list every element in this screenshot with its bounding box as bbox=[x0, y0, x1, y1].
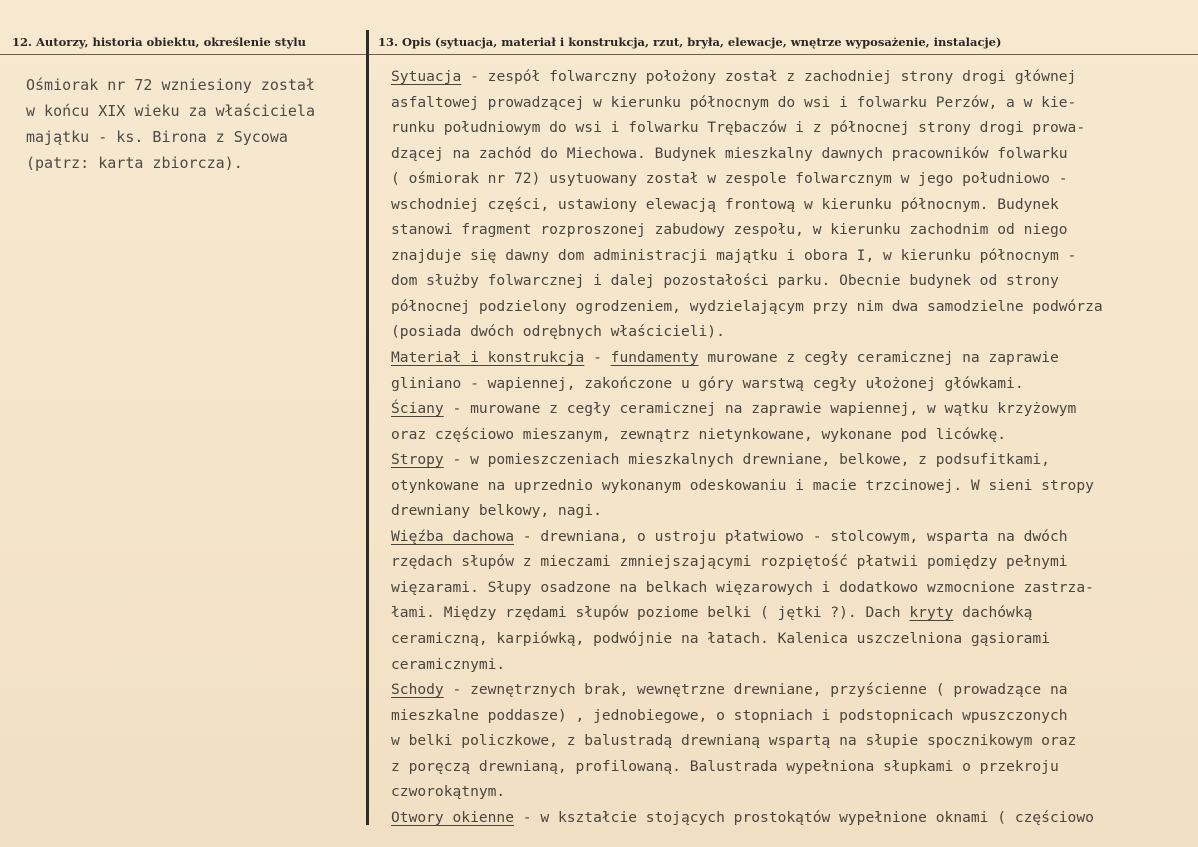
underlined-term: Więźba dachowa bbox=[391, 527, 515, 545]
line-text: ceramicznymi. bbox=[391, 655, 506, 673]
section-13-line bbox=[391, 754, 1198, 780]
section-12-line: Ośmiorak nr 72 wzniesiony został bbox=[26, 76, 315, 94]
line-text: wschodniej części, ustawiony elewacją frontową w kierunku północnym. Budynek bbox=[391, 195, 1059, 213]
line-text: runku południowym do wsi i folwarku Trębaczów i z północnej strony drogi prowa- bbox=[391, 119, 1086, 137]
section-13-line bbox=[391, 524, 1198, 550]
line-text: dzącej na zachód do Miechowa. Budynek mieszkalny dawnych pracowników folwarku bbox=[391, 144, 1068, 162]
section-12-line: (patrz: karta zbiorcza). bbox=[26, 154, 243, 172]
section-13-text bbox=[391, 64, 1198, 830]
line-text: - w kształcie stojących prostokątów wypełnione oknami ( częściowo bbox=[514, 808, 1094, 826]
section-13-line bbox=[391, 141, 1198, 167]
underlined-term: Materiał i konstrukcja bbox=[391, 349, 585, 367]
section-13-line bbox=[391, 192, 1198, 218]
section-13-heading: 13. Opis (sytuacja, materiał i konstrukcja, rzut, bryła, elewacje, wnętrze wyposażenie, instalacje) bbox=[378, 35, 1002, 49]
line-text: asfaltowej prowadzącej w kierunku północnym do wsi i folwarku Perzów, a w kie- bbox=[391, 93, 1077, 111]
section-12-line: w końcu XIX wieku za właściciela bbox=[26, 102, 315, 120]
line-text: oraz częściowo mieszanym, zewnątrz nietynkowane, wykonane pod licówkę. bbox=[391, 425, 1007, 443]
section-13-line bbox=[391, 345, 1198, 371]
line-text: otynkowane na uprzednio wykonanym odeskowaniu i macie trzcinowej. W sieni stropy bbox=[391, 476, 1094, 494]
line-text: ( ośmiorak nr 72) usytuowany został w zespole folwarcznym w jego południowo - bbox=[391, 170, 1068, 188]
section-12-column bbox=[0, 0, 366, 847]
line-text: - bbox=[584, 349, 611, 367]
line-text: drewniany belkowy, nagi. bbox=[391, 502, 602, 520]
line-text: (posiada dwóch odrębnych właścicieli). bbox=[391, 323, 725, 341]
line-text: dachówką bbox=[953, 604, 1033, 622]
section-13-line bbox=[391, 805, 1198, 831]
line-text: murowane z cegły ceramicznej na zaprawie bbox=[698, 349, 1059, 367]
section-12-heading: 12. Autorzy, historia obiektu, określenie stylu bbox=[12, 35, 306, 49]
section-13-line bbox=[391, 115, 1198, 141]
section-12-text bbox=[26, 72, 361, 176]
line-text: - murowane z cegły ceramicznej na zaprawie wapiennej, w wątku krzyżowym bbox=[443, 400, 1077, 418]
line-text: północnej podzielony ogrodzeniem, wydzielającym przy nim dwa samodzielne podwórza bbox=[391, 297, 1103, 315]
line-text: - zespół folwarczny położony został z zachodniej strony drogi głównej bbox=[461, 68, 1077, 85]
section-13-line bbox=[391, 268, 1198, 294]
section-13-line bbox=[391, 166, 1198, 192]
line-text: - zewnętrznych brak, wewnętrzne drewniane, przyścienne ( prowadzące na bbox=[443, 681, 1068, 699]
line-text: więzarami. Słupy osadzone na belkach więzarowych i dodatkowo wzmocnione zastrza- bbox=[391, 578, 1094, 596]
section-13-line bbox=[391, 64, 1198, 90]
section-13-line bbox=[391, 703, 1198, 729]
section-12-line: majątku - ks. Birona z Sycowa bbox=[26, 128, 288, 146]
section-13-line bbox=[391, 447, 1198, 473]
section-13-line bbox=[391, 600, 1198, 626]
section-13-line bbox=[391, 677, 1198, 703]
section-13-line bbox=[391, 319, 1198, 345]
section-13-line bbox=[391, 779, 1198, 805]
line-text: z poręczą drewnianą, profilowaną. Balustrada wypełniona słupkami o przekroju bbox=[391, 757, 1059, 775]
line-text: dom służby folwarcznej i dalej pozostałości parku. Obecnie budynek od strony bbox=[391, 272, 1059, 290]
line-text: łami. Między rzędami słupów poziome belki ( jętki ?). Dach bbox=[391, 604, 910, 622]
underlined-term: Sytuacja bbox=[391, 68, 462, 85]
section-13-line bbox=[391, 473, 1198, 499]
line-text: - w pomieszczeniach mieszkalnych drewniane, belkowe, z podsufitkami, bbox=[443, 451, 1050, 469]
section-13-line bbox=[391, 498, 1198, 524]
line-text: stanowi fragment rozproszonej zabudowy zespołu, w kierunku zachodnim od niego bbox=[391, 221, 1068, 239]
line-text: - drewniana, o ustroju płatwiowo - stolcowym, wsparta na dwóch bbox=[514, 527, 1068, 545]
section-13-line bbox=[391, 243, 1198, 269]
line-text: czworokątnym. bbox=[391, 783, 506, 801]
section-13-line bbox=[391, 728, 1198, 754]
section-13-line bbox=[391, 422, 1198, 448]
underlined-term: Schody bbox=[391, 681, 444, 699]
section-13-line bbox=[391, 652, 1198, 678]
underlined-term: Otwory okienne bbox=[391, 808, 515, 826]
line-text: w belki policzkowe, z balustradą drewnianą wspartą na słupie spocznikowym oraz bbox=[391, 732, 1077, 750]
column-divider bbox=[366, 30, 369, 825]
section-13-line bbox=[391, 90, 1198, 116]
underlined-term: kryty bbox=[909, 604, 954, 622]
section-13-line bbox=[391, 217, 1198, 243]
section-13-line bbox=[391, 371, 1198, 397]
line-text: rzędach słupów z mieczami zmniejszającymi rozpiętość płatwii pomiędzy pełnymi bbox=[391, 553, 1068, 571]
line-text: znajduje się dawny dom administracji majątku i obora I, w kierunku północnym - bbox=[391, 246, 1077, 264]
underlined-term: Stropy bbox=[391, 451, 444, 469]
section-13-line bbox=[391, 549, 1198, 575]
section-13-line bbox=[391, 294, 1198, 320]
line-text: ceramiczną, karpiówką, podwójnie na łatach. Kalenica uszczelniona gąsiorami bbox=[391, 630, 1050, 648]
underlined-term: fundamenty bbox=[610, 349, 699, 367]
underlined-term: Ściany bbox=[391, 400, 444, 418]
section-13-line bbox=[391, 626, 1198, 652]
line-text: gliniano - wapiennej, zakończone u góry warstwą cegły ułożonej główkami. bbox=[391, 374, 1024, 392]
section-13-line bbox=[391, 396, 1198, 422]
line-text: mieszkalne poddasze) , jednobiegowe, o stopniach i podstopnicach wpuszczonych bbox=[391, 706, 1068, 724]
section-13-line bbox=[391, 575, 1198, 601]
